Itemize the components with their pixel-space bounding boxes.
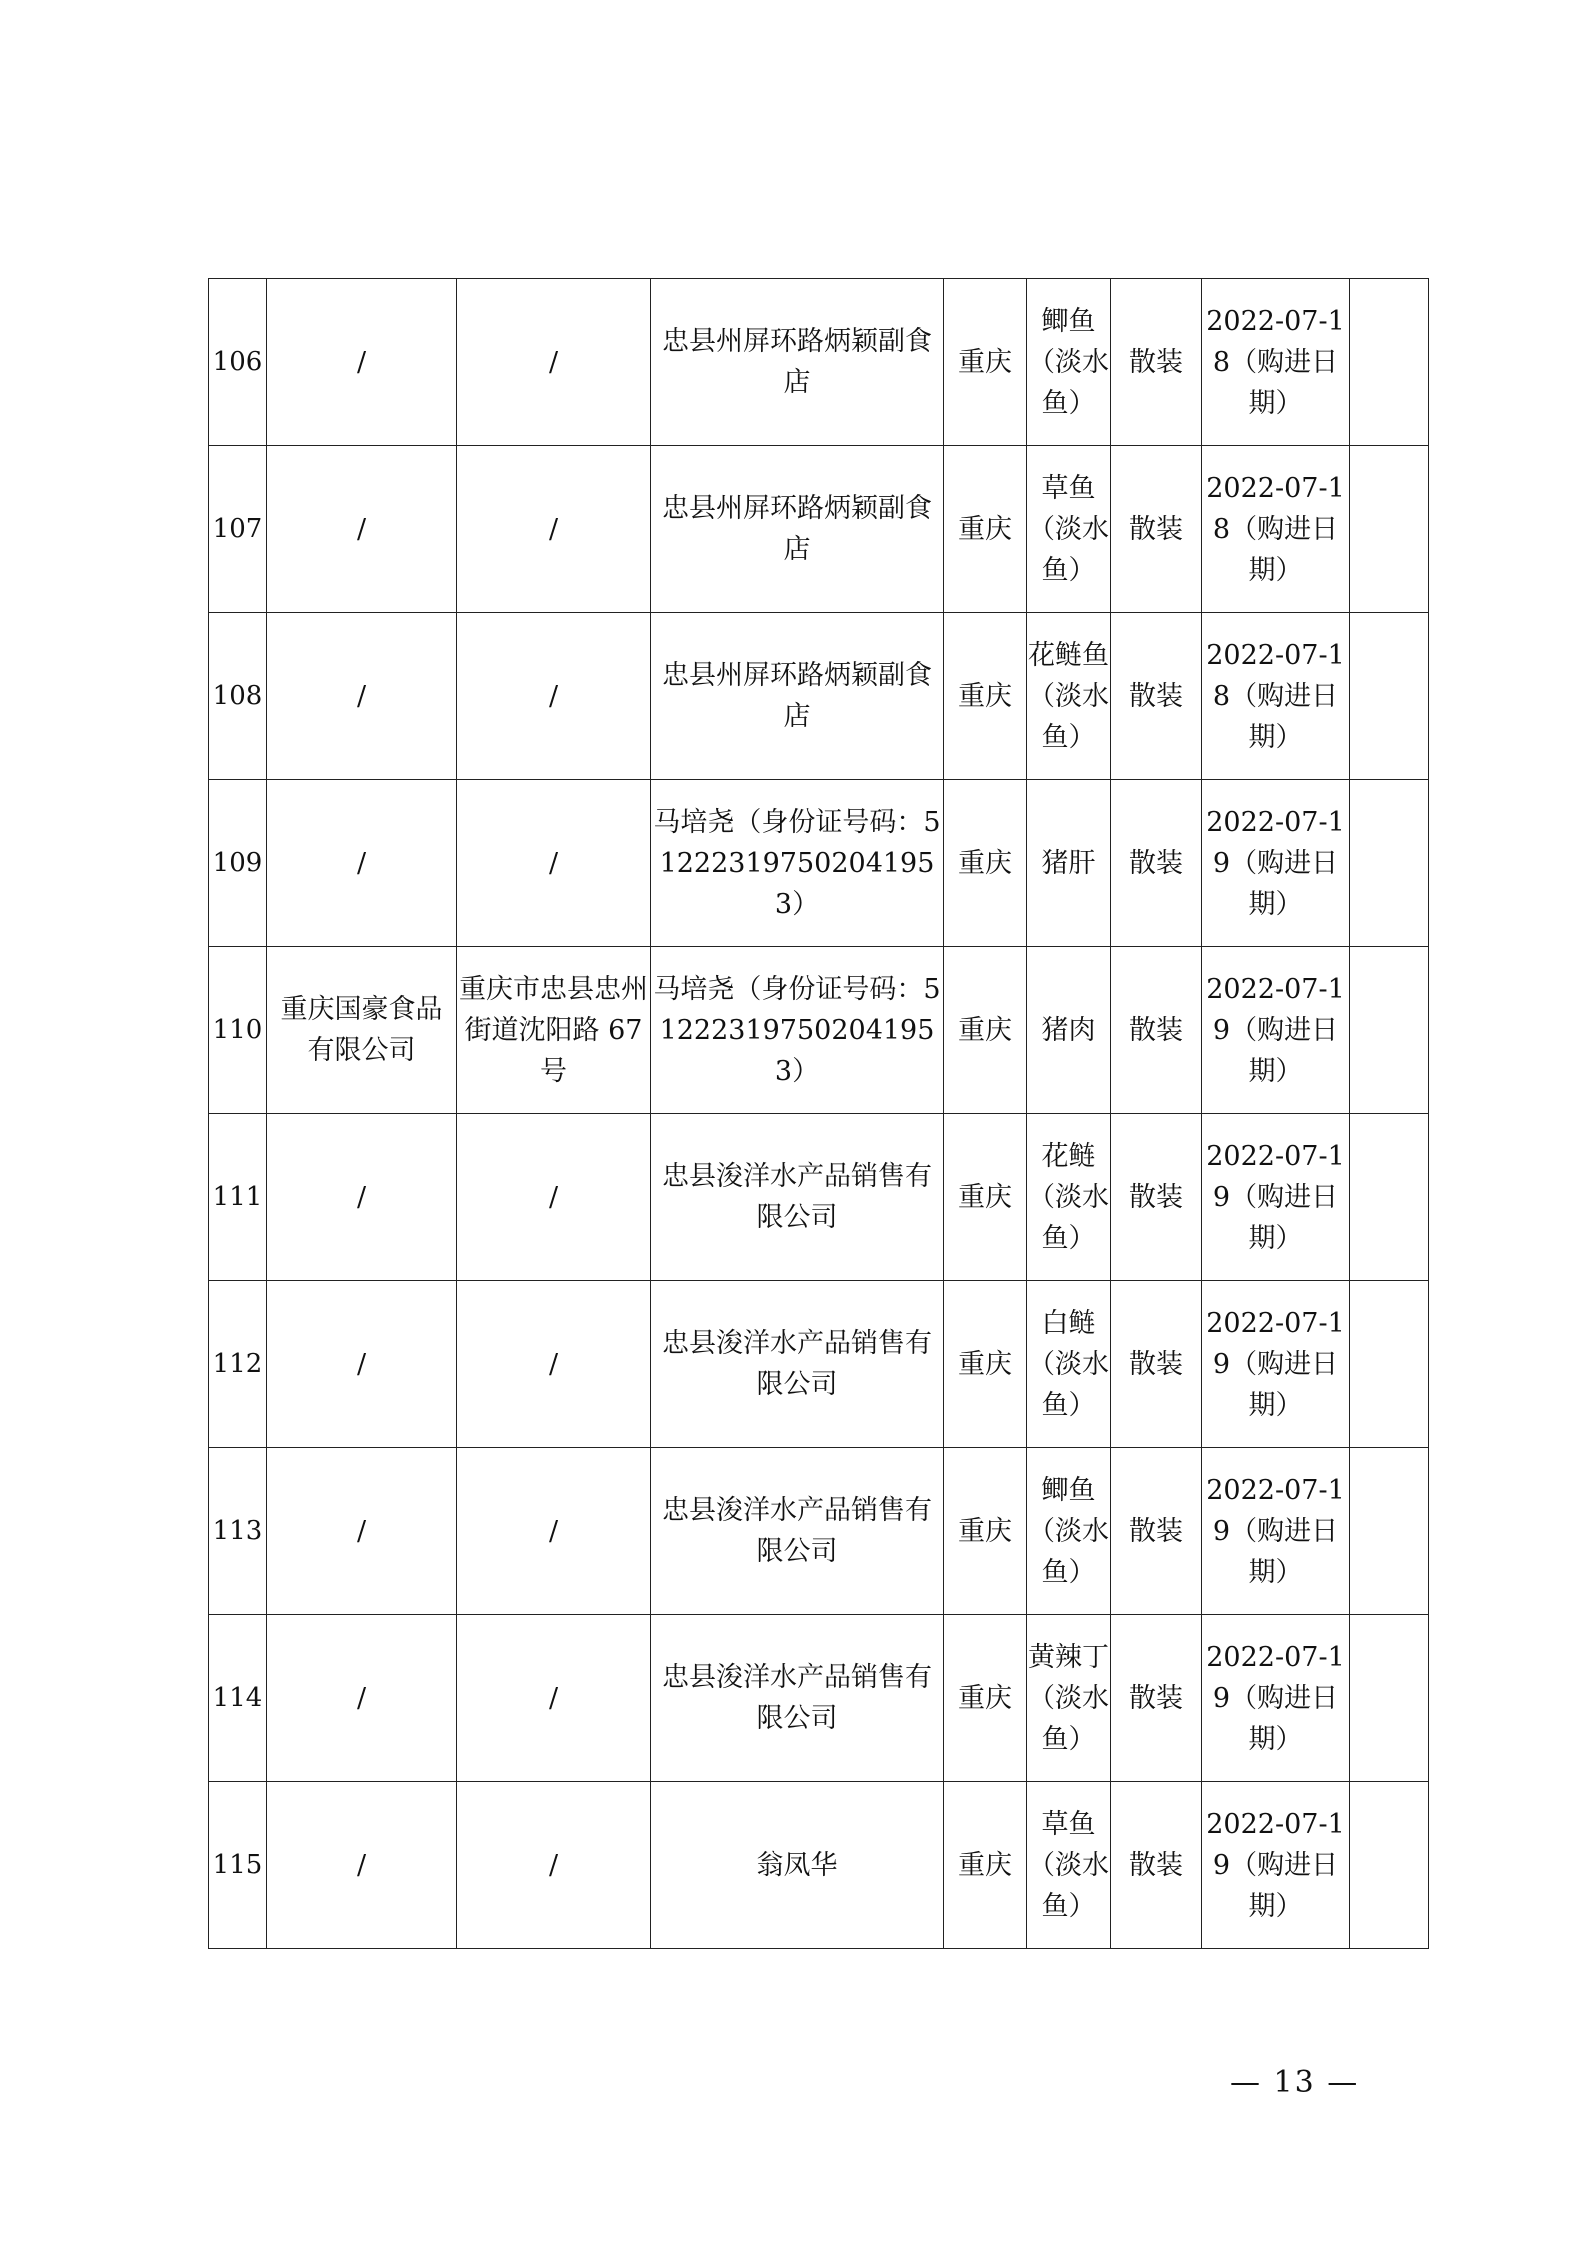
specification: 散装 [1111, 1448, 1202, 1615]
seller-name: 马培尧（身份证号码：512223197502041953） [651, 947, 944, 1114]
product-name: 白鲢（淡水鱼） [1027, 1281, 1111, 1448]
row-number: 109 [209, 780, 267, 947]
remark [1350, 446, 1429, 613]
product-name: 猪肉 [1027, 947, 1111, 1114]
seller-name: 忠县浚洋水产品销售有限公司 [651, 1281, 944, 1448]
region: 重庆 [944, 279, 1027, 446]
producer-name: / [267, 279, 457, 446]
specification: 散装 [1111, 1782, 1202, 1949]
row-number: 107 [209, 446, 267, 613]
specification: 散装 [1111, 780, 1202, 947]
table-row [209, 1615, 1429, 1782]
product-name: 草鱼（淡水鱼） [1027, 1782, 1111, 1949]
specification: 散装 [1111, 446, 1202, 613]
row-number: 114 [209, 1615, 267, 1782]
row-number: 112 [209, 1281, 267, 1448]
seller-name: 忠县浚洋水产品销售有限公司 [651, 1615, 944, 1782]
product-name: 草鱼（淡水鱼） [1027, 446, 1111, 613]
product-name: 花鲢鱼（淡水鱼） [1027, 613, 1111, 780]
producer-name: / [267, 613, 457, 780]
producer-name: / [267, 1782, 457, 1949]
region: 重庆 [944, 613, 1027, 780]
purchase-date: 2022-07-19（购进日期） [1202, 780, 1350, 947]
product-name: 花鲢（淡水鱼） [1027, 1114, 1111, 1281]
producer-name: / [267, 1615, 457, 1782]
table-row [209, 947, 1429, 1114]
remark [1350, 613, 1429, 780]
remark [1350, 1114, 1429, 1281]
purchase-date: 2022-07-18（购进日期） [1202, 613, 1350, 780]
producer-address: / [457, 279, 651, 446]
remark [1350, 947, 1429, 1114]
region: 重庆 [944, 1448, 1027, 1615]
producer-address: / [457, 446, 651, 613]
remark [1350, 1448, 1429, 1615]
seller-name: 忠县州屏环路炳颖副食店 [651, 613, 944, 780]
producer-name: / [267, 446, 457, 613]
specification: 散装 [1111, 947, 1202, 1114]
producer-name: / [267, 1281, 457, 1448]
row-number: 110 [209, 947, 267, 1114]
table-row [209, 1782, 1429, 1949]
remark [1350, 1281, 1429, 1448]
purchase-date: 2022-07-19（购进日期） [1202, 1114, 1350, 1281]
table-row [209, 279, 1429, 446]
specification: 散装 [1111, 1281, 1202, 1448]
producer-name: / [267, 780, 457, 947]
region: 重庆 [944, 446, 1027, 613]
remark [1350, 1615, 1429, 1782]
producer-name: / [267, 1448, 457, 1615]
seller-name: 忠县州屏环路炳颖副食店 [651, 446, 944, 613]
seller-name: 忠县州屏环路炳颖副食店 [651, 279, 944, 446]
table-row [209, 1281, 1429, 1448]
purchase-date: 2022-07-19（购进日期） [1202, 1448, 1350, 1615]
remark [1350, 1782, 1429, 1949]
producer-address: / [457, 1782, 651, 1949]
producer-address: / [457, 1615, 651, 1782]
specification: 散装 [1111, 1615, 1202, 1782]
table-row [209, 613, 1429, 780]
producer-address: / [457, 1448, 651, 1615]
purchase-date: 2022-07-19（购进日期） [1202, 1782, 1350, 1949]
producer-name: / [267, 1114, 457, 1281]
region: 重庆 [944, 1114, 1027, 1281]
producer-address: / [457, 1281, 651, 1448]
table-row [209, 1448, 1429, 1615]
seller-name: 忠县浚洋水产品销售有限公司 [651, 1448, 944, 1615]
producer-address: 重庆市忠县忠州街道沈阳路 67 号 [457, 947, 651, 1114]
product-name: 鲫鱼（淡水鱼） [1027, 279, 1111, 446]
product-name: 黄辣丁（淡水鱼） [1027, 1615, 1111, 1782]
row-number: 108 [209, 613, 267, 780]
region: 重庆 [944, 1615, 1027, 1782]
producer-name: 重庆国豪食品有限公司 [267, 947, 457, 1114]
row-number: 111 [209, 1114, 267, 1281]
seller-name: 忠县浚洋水产品销售有限公司 [651, 1114, 944, 1281]
producer-address: / [457, 1114, 651, 1281]
specification: 散装 [1111, 1114, 1202, 1281]
seller-name: 马培尧（身份证号码：512223197502041953） [651, 780, 944, 947]
sampling-table [208, 278, 1429, 1949]
table-row [209, 1114, 1429, 1281]
page-number: — 13 — [1230, 2065, 1360, 2100]
remark [1350, 780, 1429, 947]
producer-address: / [457, 780, 651, 947]
producer-address: / [457, 613, 651, 780]
table-row [209, 446, 1429, 613]
specification: 散装 [1111, 279, 1202, 446]
region: 重庆 [944, 1281, 1027, 1448]
purchase-date: 2022-07-19（购进日期） [1202, 947, 1350, 1114]
purchase-date: 2022-07-19（购进日期） [1202, 1615, 1350, 1782]
row-number: 113 [209, 1448, 267, 1615]
remark [1350, 279, 1429, 446]
purchase-date: 2022-07-19（购进日期） [1202, 1281, 1350, 1448]
table-row [209, 780, 1429, 947]
region: 重庆 [944, 947, 1027, 1114]
specification: 散装 [1111, 613, 1202, 780]
region: 重庆 [944, 1782, 1027, 1949]
product-name: 鲫鱼（淡水鱼） [1027, 1448, 1111, 1615]
seller-name: 翁凤华 [651, 1782, 944, 1949]
region: 重庆 [944, 780, 1027, 947]
row-number: 115 [209, 1782, 267, 1949]
purchase-date: 2022-07-18（购进日期） [1202, 446, 1350, 613]
row-number: 106 [209, 279, 267, 446]
product-name: 猪肝 [1027, 780, 1111, 947]
purchase-date: 2022-07-18（购进日期） [1202, 279, 1350, 446]
